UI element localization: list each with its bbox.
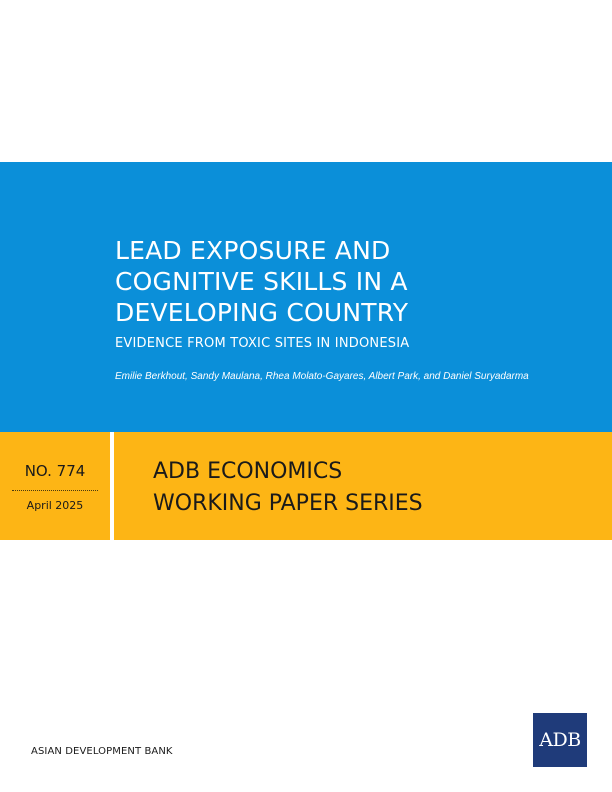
- series-title-line: ADB ECONOMICS: [153, 459, 343, 484]
- adb-logo: [533, 713, 587, 767]
- issue-number: NO. 774: [24, 462, 86, 480]
- report-title: [115, 235, 585, 328]
- author-list: Emilie Berkhout, Sandy Maulana, Rhea Molato-Gayares, Albert Park, and Daniel Suryadarma: [115, 371, 529, 382]
- title-block: [115, 235, 585, 383]
- dotted-divider: [12, 490, 98, 491]
- report-title-line: COGNITIVE SKILLS IN A: [115, 267, 408, 296]
- series-title: [153, 456, 423, 520]
- report-subtitle: EVIDENCE FROM TOXIC SITES IN INDONESIA: [115, 336, 410, 351]
- report-title-line: LEAD EXPOSURE AND: [115, 236, 391, 265]
- publisher-name: ASIAN DEVELOPMENT BANK: [31, 746, 173, 757]
- issue-date: April 2025: [26, 499, 84, 512]
- issue-panel: [0, 432, 110, 540]
- series-title-line: WORKING PAPER SERIES: [153, 491, 423, 516]
- adb-logo-text: ADB: [539, 729, 581, 751]
- report-title-line: DEVELOPING COUNTRY: [115, 298, 409, 327]
